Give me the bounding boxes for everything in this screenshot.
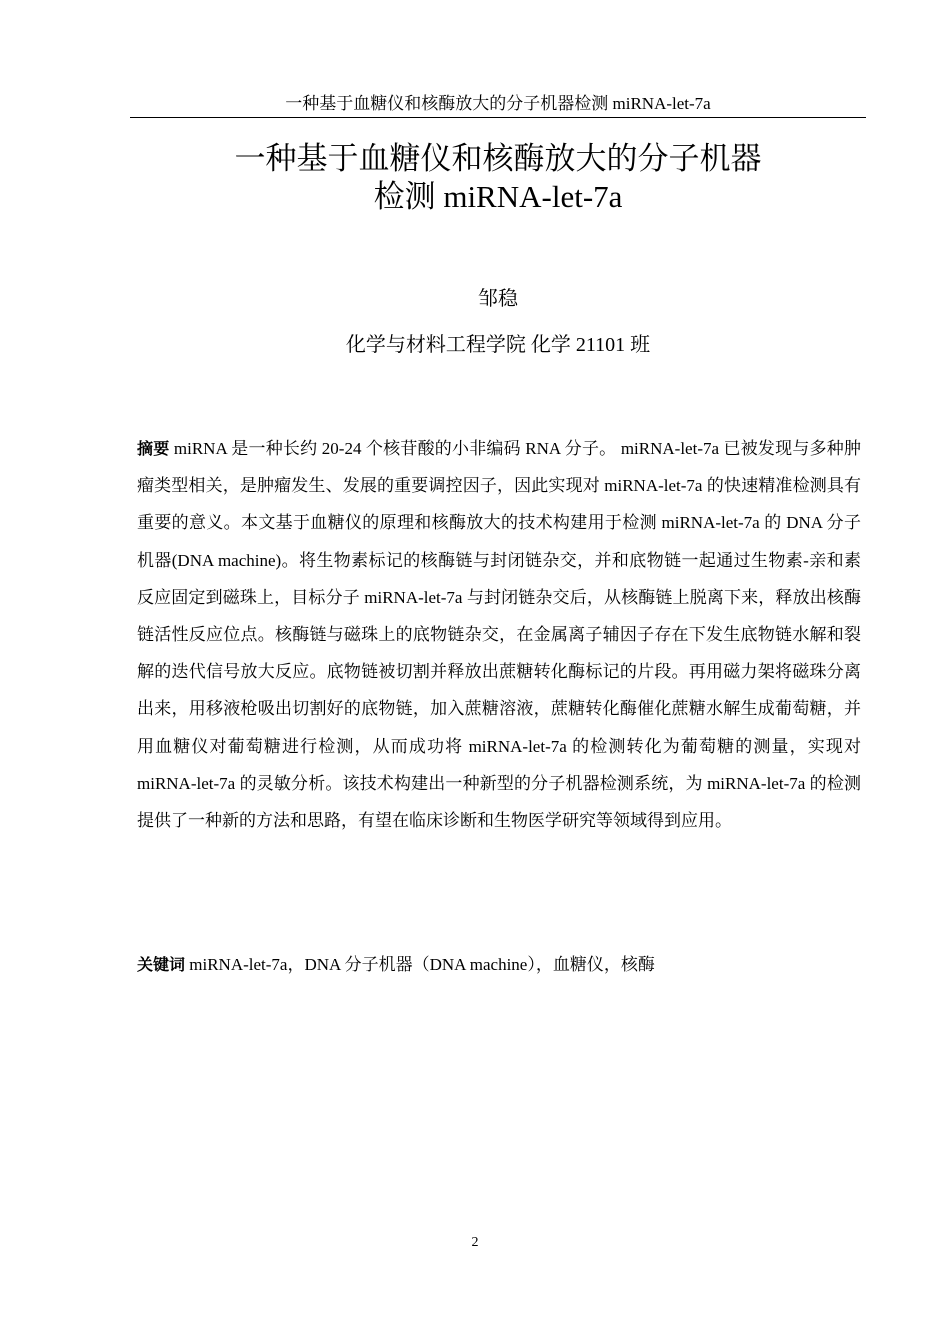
abstract-text: miRNA 是一种长约 20-24 个核苷酸的小非编码 RNA 分子。 miRNA-let-7a 已被发现与多种肿瘤类型相关，是肿瘤发生、发展的重要调控因子，因此实现对 miRNA-let-7a 的快速精准检测具有重要的意义。本文基于血糖仪的原理和核酶放大的技术构建用于检测 miRNA-let-7a 的 DNA 分子机器(DNA machine)。将生物素标记的核酶链与封闭链杂交，并和底物链一起通过生物素-亲和素反应固定到磁珠上，目标分子 miRNA-let-7a 与封闭链杂交后，从核酶链上脱离下来，释放出核酶链活性反应位点。核酶链与磁珠上的底物链杂交，在金属离子辅因子存在下发生底物链水解和裂解的迭代信号放大反应。底物链被切割并释放出蔗糖转化酶标记的片段。再用磁力架将磁珠分离出来，用移液枪吸出切割好的底物链，加入蔗糖溶液，蔗糖转化酶催化蔗糖水解生成葡萄糖，并用血糖仪对葡萄糖进行检测，从而成功将 miRNA-let-7a 的检测转化为葡萄糖的测量，实现对 miRNA-let-7a 的灵敏分析。该技术构建出一种新型的分子机器检测系统，为 miRNA-let-7a 的检测提供了一种新的方法和思路，有望在临床诊断和生物医学研究等领域得到应用。	[137, 439, 861, 831]
abstract-label: 摘要	[137, 439, 170, 458]
keywords-label: 关键词	[137, 955, 186, 974]
keywords-text: miRNA-let-7a，DNA 分子机器（DNA machine），血糖仪，核酶	[185, 955, 655, 974]
paper-title	[100, 140, 896, 216]
running-header: 一种基于血糖仪和核酶放大的分子机器检测 miRNA-let-7a	[285, 94, 711, 113]
header-divider	[130, 117, 866, 118]
title-line-2: 检测 miRNA-let-7a	[373, 179, 623, 214]
keywords-paragraph	[137, 946, 861, 983]
abstract-paragraph	[137, 430, 861, 839]
author-name: 邹稳	[478, 288, 518, 310]
page-number: 2	[471, 1235, 479, 1250]
title-line-1: 一种基于血糖仪和核酶放大的分子机器	[234, 141, 762, 177]
author-affiliation: 化学与材料工程学院 化学 21101 班	[345, 334, 651, 356]
